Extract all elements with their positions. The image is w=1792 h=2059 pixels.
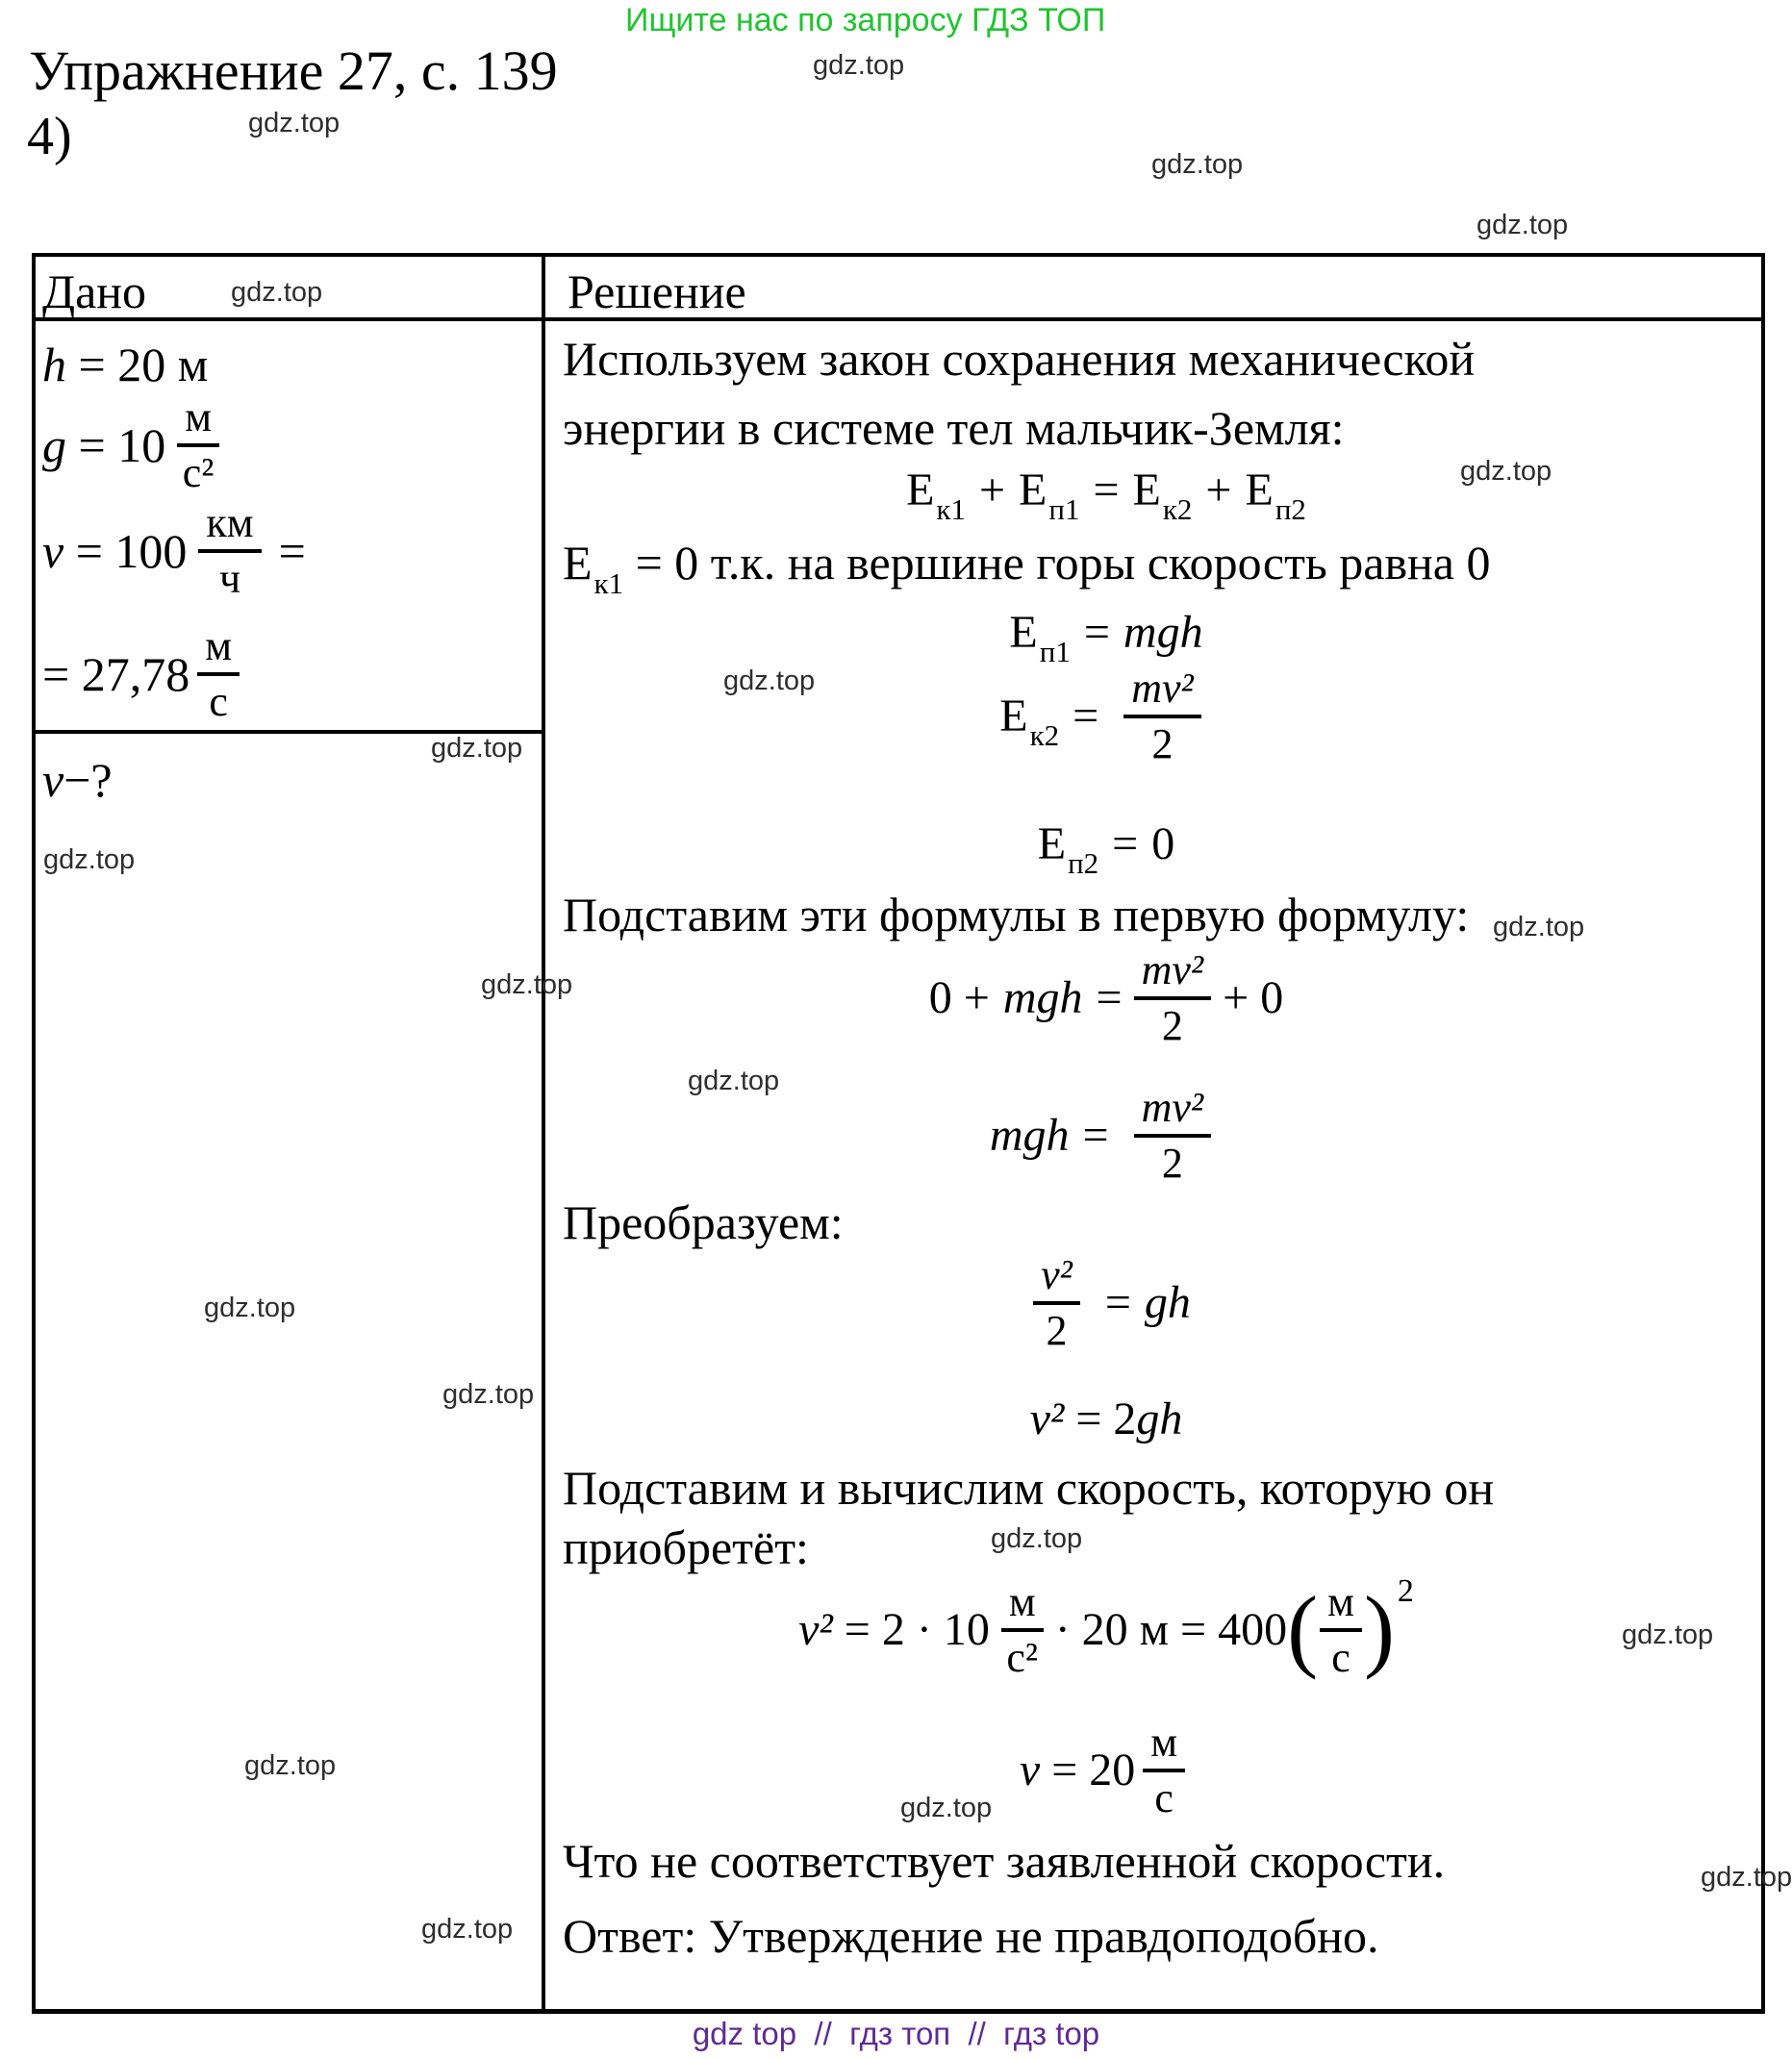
table-border-top — [32, 253, 1765, 257]
watermark: gdz.top — [688, 1066, 780, 1096]
fraction-m-per-s: $\frac{м}{с}$ — [1320, 1579, 1362, 1680]
paragraph-ek1-zero: $E_{к1} = 0$ т.к. на вершине горы скорость равна 0 — [563, 536, 1491, 600]
watermark: gdz.top — [1701, 1862, 1792, 1893]
fraction-m-per-s2: $\frac{м}{\text{с²}}$ — [177, 394, 219, 495]
value-g: = 10 — [66, 417, 166, 472]
page-title: Упражнение 27, с. 139 — [29, 39, 558, 102]
given-unknown: v −? — [42, 753, 113, 807]
equation-energy-balance: $E_{к1}$ + $E_{п1}$ = $E_{к2}$ + $E_{п2}$ — [906, 465, 1306, 526]
watermark: gdz.top — [1477, 210, 1569, 240]
watermark: gdz.top — [900, 1793, 993, 1823]
watermark: gdz.top — [813, 50, 905, 81]
fraction-m-per-s: $\frac{м}{с}$ — [1143, 1720, 1185, 1820]
equation-mgh: mgh = $\frac{\text{mv²}}{2}$ — [563, 1085, 1650, 1186]
equation-ep1: $E_{п1}$ = mgh — [1009, 607, 1203, 668]
equation-ep2: $E_{п2}$ = 0 — [1037, 818, 1175, 880]
solution-header: Решение — [568, 264, 746, 318]
equation-ek2: $E_{к2}$ = $\frac{\text{mv²}}{2}$ — [563, 665, 1650, 766]
equation-v2-2gh: v² = 2 gh — [1029, 1394, 1183, 1444]
fraction-m-per-s2: $\frac{м}{\text{с²}}$ — [1001, 1579, 1044, 1680]
given-row-g — [42, 394, 231, 495]
given-header: Дано — [42, 264, 147, 318]
watermark: gdz.top — [481, 969, 573, 1000]
fraction-v2-over-2: $\frac{\text{v²}}{2}$ — [1033, 1252, 1080, 1353]
equals-sign: = — [278, 523, 306, 578]
footer-text: gdz top // гдз топ // гдз top — [692, 2016, 1100, 2051]
paragraph-substitute: Подставим эти формулы в первую формулу: — [563, 888, 1470, 942]
fraction-mv2-over-2: $\frac{\text{mv²}}{2}$ — [1134, 1085, 1212, 1186]
equation-v2-over-2: $\frac{\text{v²}}{2}$ = gh — [563, 1252, 1650, 1353]
fraction-mv2-over-2: $\frac{\text{mv²}}{2}$ — [1134, 947, 1212, 1048]
fraction-mv2-over-2: $\frac{\text{mv²}}{2}$ — [1123, 665, 1201, 766]
watermark: gdz.top — [1151, 149, 1244, 180]
var-h: h — [42, 338, 66, 391]
equation-numeric: v² = 2 · 10 $\frac{м}{\text{с²}}$ · 20 м = 400 ( $\frac{м}{с}$ ) 2 — [798, 1572, 1414, 1681]
var-v-question: v — [42, 753, 64, 807]
paragraph-compute-2: приобретёт: — [563, 1520, 809, 1574]
table-border-left — [32, 253, 36, 2014]
watermark: gdz.top — [1460, 456, 1552, 487]
part-label: 4) — [27, 107, 72, 166]
given-row-h — [42, 337, 208, 392]
value-v: = 100 — [63, 523, 188, 578]
equation-substituted: 0 + mgh = $\frac{\text{mv²}}{2}$ + 0 — [928, 946, 1284, 1049]
given-row-v-converted — [42, 623, 247, 724]
watermark: gdz.top — [204, 1293, 296, 1323]
watermark: gdz.top — [1622, 1620, 1714, 1650]
paragraph-law-1: Используем закон сохранения механической — [563, 332, 1476, 386]
squared-exponent: 2 — [1397, 1572, 1414, 1609]
right-paren: ) — [1363, 1577, 1395, 1681]
watermark: gdz.top — [1493, 912, 1585, 942]
promo-banner: Ищите нас по запросу ГДЗ ТОП — [625, 2, 1106, 38]
table-border-bottom — [32, 2009, 1765, 2014]
given-row-v — [42, 500, 306, 601]
left-paren: ( — [1287, 1577, 1319, 1681]
watermark: gdz.top — [248, 108, 341, 138]
watermark: gdz.top — [442, 1379, 535, 1410]
equation-result: v = 20 $\frac{м}{с}$ — [563, 1720, 1650, 1820]
table-column-divider — [542, 253, 545, 2014]
watermark: gdz.top — [431, 733, 523, 764]
var-v: v — [42, 523, 64, 578]
var-g: g — [42, 417, 66, 472]
watermark: gdz.top — [421, 1914, 514, 1945]
paragraph-transform: Преобразуем: — [563, 1195, 844, 1249]
value-h: = 20 м — [66, 338, 209, 391]
paragraph-conclusion: Что не соответствует заявленной скорости. — [563, 1834, 1446, 1888]
watermark: gdz.top — [231, 277, 323, 308]
table-header-divider — [32, 317, 1765, 321]
watermark: gdz.top — [723, 665, 816, 696]
watermark: gdz.top — [991, 1523, 1083, 1554]
paragraph-answer: Ответ: Утверждение не правдоподобно. — [563, 1909, 1379, 1963]
watermark: gdz.top — [244, 1750, 337, 1781]
paragraph-law-2: энергии в системе тел мальчик-Земля: — [563, 401, 1345, 455]
watermark: gdz.top — [43, 844, 136, 875]
fraction-km-per-h: $\frac{км}{ч}$ — [198, 500, 261, 601]
value-v-ms: = 27,78 — [42, 646, 190, 701]
table-border-right — [1761, 253, 1765, 2014]
fraction-m-per-s: $\frac{м}{с}$ — [197, 623, 240, 724]
paragraph-compute-1: Подставим и вычислим скорость, которую он — [563, 1461, 1495, 1515]
